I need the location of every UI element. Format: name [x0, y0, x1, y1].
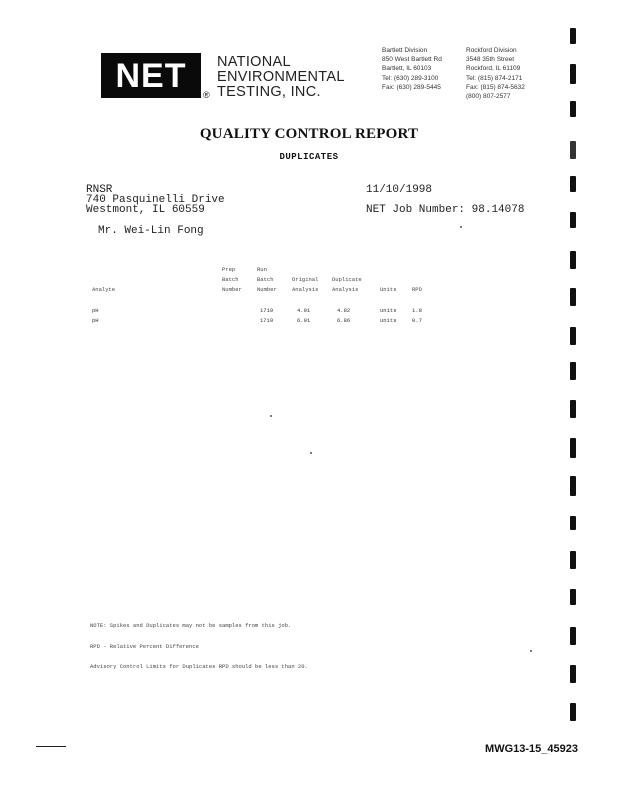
punch-mark: [570, 476, 576, 496]
footer-rule: [36, 746, 66, 747]
col-header-run-batch: [257, 265, 277, 295]
header-line: Batch: [222, 276, 239, 283]
punch-mark: [570, 141, 576, 159]
punch-mark: [570, 362, 576, 380]
scan-speck: [530, 650, 532, 652]
header-line: Number: [222, 286, 242, 293]
col-header-original: [292, 275, 318, 295]
punch-mark: [570, 212, 576, 228]
cell-units: units: [380, 317, 397, 324]
bartlett-division: [382, 47, 442, 93]
punch-mark: [570, 551, 576, 569]
punch-mark: [570, 516, 576, 530]
registered-mark: ®: [203, 90, 210, 100]
col-header-analyte: Analyte: [92, 286, 116, 293]
division-tel: Tel: (815) 874-2171: [466, 75, 523, 83]
cell-analyte: pH: [92, 317, 99, 324]
division-city: Bartlett, IL 60103: [382, 64, 432, 72]
cell-original: 6.91: [297, 317, 311, 324]
company-name-line-1: NATIONAL: [217, 54, 291, 70]
division-city: Rockford, IL 61109: [466, 64, 521, 72]
punch-mark: [570, 589, 576, 605]
note-control-limits: Advisory Control Limits for Duplicates RPD should be less than 20.: [90, 663, 308, 670]
division-name: Rockford Division: [466, 47, 517, 54]
punch-mark: [570, 176, 576, 192]
scan-speck: [270, 415, 272, 417]
punch-mark: [570, 327, 576, 345]
logo-text: NET: [115, 56, 187, 95]
scan-speck: [460, 226, 462, 228]
division-address: 850 West Bartlett Rd: [382, 55, 442, 63]
job-number: 98.14078: [471, 204, 525, 216]
header-line: Batch: [257, 276, 274, 283]
punch-mark: [570, 627, 576, 645]
division-fax: Fax: (630) 289-5445: [382, 84, 441, 92]
scan-speck: [310, 452, 312, 454]
header-line: Analysis: [292, 286, 319, 293]
col-header-prep-batch: [222, 265, 242, 295]
col-header-units: Units: [380, 286, 397, 293]
cell-duplicate: 4.82: [337, 307, 351, 314]
client-city: Westmont, IL 60559: [86, 204, 205, 216]
punch-mark: [570, 251, 576, 269]
header-line: Number: [257, 286, 277, 293]
punch-mark: [570, 400, 576, 418]
cell-analyte: pH: [92, 307, 99, 314]
punch-mark: [570, 101, 576, 117]
client-address: 740 Pasquinelli Drive: [86, 194, 225, 206]
punch-mark: [570, 703, 576, 721]
cell-rpd: 0.7: [412, 317, 422, 324]
report-subtitle: DUPLICATES: [279, 152, 339, 162]
col-header-rpd: RPD: [412, 286, 422, 293]
attention-line: Mr. Wei-Lin Fong: [98, 225, 204, 237]
division-extra-phone: (800) 807-2577: [466, 92, 511, 100]
company-name-line-2: ENVIRONMENTAL: [217, 69, 345, 85]
division-address: 3548 35th Street: [466, 55, 515, 63]
header-line: Run: [257, 266, 267, 273]
punch-mark: [570, 438, 576, 458]
job-number-label: NET Job Number:: [366, 204, 466, 216]
note-rpd-definition: RPD - Relative Percent Difference: [90, 643, 199, 650]
cell-original: 4.91: [297, 307, 311, 314]
report-date: 11/10/1998: [366, 184, 433, 196]
note-spikes: NOTE: Spikes and Duplicates may not be samples from this job.: [90, 622, 292, 629]
document-id: MWG13-15_45923: [485, 743, 578, 755]
cell-run-batch: 1719: [260, 307, 274, 314]
header-line: Duplicate: [332, 276, 362, 283]
division-fax: Fax: (815) 874-5632: [466, 84, 525, 92]
col-header-duplicate: [332, 275, 362, 295]
punch-mark: [570, 28, 576, 44]
report-title: QUALITY CONTROL REPORT: [199, 126, 419, 142]
job-number-line: [366, 204, 524, 216]
cell-run-batch: 1719: [260, 317, 274, 324]
client-name: RNSR: [86, 184, 113, 196]
company-name-line-3: TESTING, INC.: [217, 84, 321, 100]
header-line: Original: [292, 276, 319, 283]
cell-units: units: [380, 307, 397, 314]
division-tel: Tel: (630) 289-3100: [382, 75, 439, 83]
punch-mark: [570, 64, 576, 84]
header-line: Prep: [222, 266, 236, 273]
net-logo: [101, 53, 201, 98]
cell-rpd: 1.8: [412, 307, 422, 314]
cell-duplicate: 6.86: [337, 317, 351, 324]
punch-mark: [570, 288, 576, 306]
punch-mark: [570, 665, 576, 683]
rockford-division: [466, 47, 525, 102]
division-name: Bartlett Division: [382, 47, 428, 54]
header-line: Analysis: [332, 286, 359, 293]
